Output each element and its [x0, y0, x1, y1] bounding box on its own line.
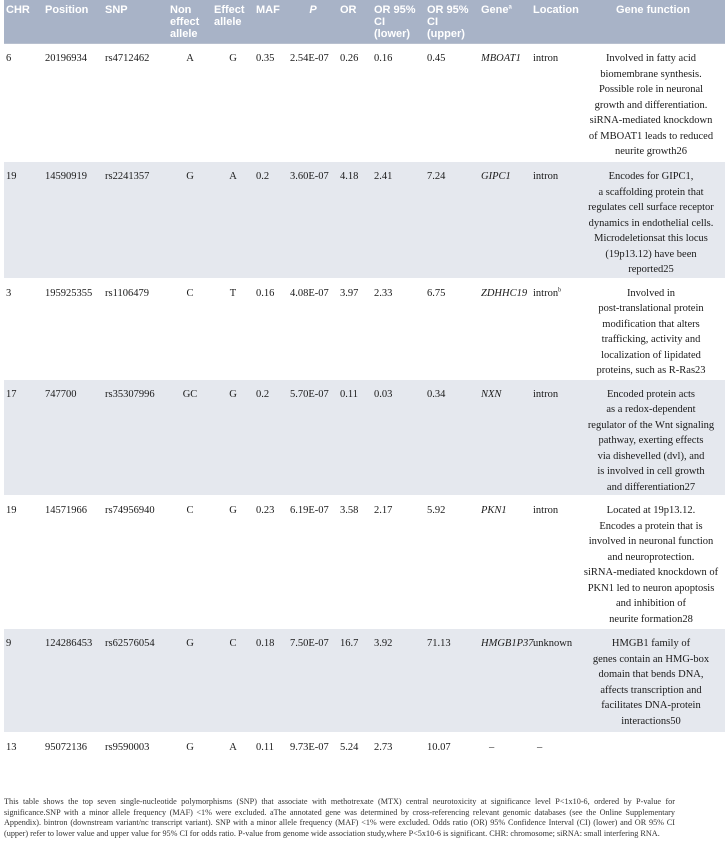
cell-non-effect-allele: G [168, 629, 212, 733]
gene-function-line: is involved in cell growth [597, 466, 705, 477]
cell-gene: PKN1 [479, 496, 531, 629]
gene-function-line: regulates cell surface receptor [588, 202, 714, 213]
cell-effect-allele: C [212, 629, 254, 733]
gene-function-line: neurite growth26 [614, 146, 688, 157]
cell-p: 6.19E-07 [288, 496, 338, 629]
gene-function-line: modification that alters [602, 318, 700, 330]
col-header-chr: CHR [6, 4, 30, 16]
cell-snp: rs2241357 [103, 162, 168, 279]
cell-p: 5.70E-07 [288, 379, 338, 496]
cell-non-effect-allele: G [168, 733, 212, 757]
gene-function-line: trafficking, activity and [601, 334, 701, 345]
cell-or-upper: 71.13 [425, 629, 479, 733]
cell-effect-allele: T [212, 278, 254, 379]
gene-function-line: of MBOAT1 leads to reduced [588, 130, 714, 142]
cell-maf: 0.2 [254, 162, 288, 279]
cell-position: 124286453 [43, 629, 103, 733]
snp-table [4, 0, 725, 757]
cell-location: intron [531, 379, 581, 496]
gene-function-line: a scaffolding protein that [598, 186, 704, 198]
gene-function-line: siRNA-mediated knockdown [589, 115, 713, 126]
cell-position: 195925355 [43, 278, 103, 379]
cell-chr: 9 [4, 629, 43, 733]
cell-or-lower: 0.03 [372, 379, 425, 496]
cell-or-lower: 2.41 [372, 162, 425, 279]
cell-gene: ZDHHC19 [479, 278, 531, 379]
cell-chr: 19 [4, 496, 43, 629]
cell-maf: 0.23 [254, 496, 288, 629]
gene-function-line: biomembrane synthesis. [600, 68, 702, 80]
cell-or: 0.11 [338, 379, 372, 496]
gene-function-line: PKN1 led to neuron apoptosis [587, 582, 715, 594]
table-row [4, 733, 725, 757]
cell-or: 5.24 [338, 733, 372, 757]
cell-or: 4.18 [338, 162, 372, 279]
gene-function-line: interactions50 [621, 715, 681, 727]
cell-chr: 13 [4, 733, 43, 757]
gene-function-line: localization of lipidated [601, 349, 701, 361]
cell-location: intron [531, 496, 581, 629]
cell-chr: 19 [4, 162, 43, 279]
cell-or: 3.97 [338, 278, 372, 379]
cell-or-upper: 0.45 [425, 44, 479, 162]
cell-gene-function [581, 162, 725, 279]
gene-function-line: genes contain an HMG-box [592, 653, 710, 665]
gene-function-line: proteins, such as R-Ras23 [596, 365, 706, 376]
cell-effect-allele: G [212, 44, 254, 162]
cell-position: 20196934 [43, 44, 103, 162]
cell-position: 14590919 [43, 162, 103, 279]
table-row [4, 629, 725, 733]
cell-gene: NXN [479, 379, 531, 496]
cell-location: intron [531, 44, 581, 162]
header-row [4, 0, 725, 44]
gene-function-line: involved in neuronal function [588, 536, 714, 547]
cell-gene: GIPC1 [479, 162, 531, 279]
cell-position: 14571966 [43, 496, 103, 629]
col-header-maf: MAF [256, 4, 280, 16]
table-row [4, 278, 725, 379]
gene-function-line: Encoded protein acts [606, 388, 696, 400]
gene-function-line: (19p13.12) have been [605, 248, 697, 260]
gene-function-line: and differentiation27 [606, 481, 696, 493]
col-header-p: P [309, 4, 317, 16]
gene-function-line: Involved in fatty acid [605, 53, 697, 64]
cell-gene-function [581, 278, 725, 379]
cell-or-upper: 6.75 [425, 278, 479, 379]
gene-function-line: dynamics in endothelial cells. [588, 217, 714, 229]
cell-non-effect-allele: GC [168, 379, 212, 496]
cell-maf: 0.2 [254, 379, 288, 496]
cell-location: – [531, 733, 581, 757]
cell-chr: 3 [4, 278, 43, 379]
col-header-location: Location [533, 4, 579, 16]
table-row [4, 44, 725, 162]
gene-function-line: domain that bends DNA, [598, 669, 704, 680]
col-header-gene-function: Gene function [616, 4, 690, 16]
cell-p: 4.08E-07 [288, 278, 338, 379]
cell-or-lower: 2.33 [372, 278, 425, 379]
gene-function-line: as a redox-dependent [606, 404, 696, 415]
cell-gene-function [581, 733, 725, 757]
cell-p: 2.54E-07 [288, 44, 338, 162]
cell-snp: rs9590003 [103, 733, 168, 757]
cell-non-effect-allele: C [168, 496, 212, 629]
gene-function-line: growth and differentiation. [594, 99, 708, 111]
gene-function-line: neurite formation28 [609, 613, 693, 625]
col-header-position: Position [45, 4, 89, 16]
cell-gene: – [479, 733, 531, 757]
gene-function-line: Involved in [626, 287, 676, 299]
cell-chr: 17 [4, 379, 43, 496]
gene-function-line: reported25 [628, 264, 674, 275]
gene-function-line: Possible role in neuronal [598, 84, 704, 95]
cell-gene: MBOAT1 [479, 44, 531, 162]
cell-maf: 0.16 [254, 278, 288, 379]
table-row [4, 496, 725, 629]
cell-or-upper: 7.24 [425, 162, 479, 279]
cell-or-upper: 0.34 [425, 379, 479, 496]
gene-function-line: Encodes for GIPC1, [608, 171, 694, 182]
gene-function-line: Microdeletionsat this locus [594, 233, 708, 244]
gene-function-line: HMGB1 family of [611, 638, 691, 649]
col-header-or-upper: OR 95% CI (upper) [427, 4, 469, 40]
col-header-or-lower: OR 95% CI (lower) [374, 4, 416, 40]
table-row [4, 162, 725, 279]
cell-snp: rs4712462 [103, 44, 168, 162]
cell-non-effect-allele: G [168, 162, 212, 279]
gene-function-line: facilitates DNA-protein [601, 700, 701, 711]
cell-gene-function [581, 629, 725, 733]
gene-function-line: affects transcription and [600, 684, 702, 696]
cell-maf: 0.18 [254, 629, 288, 733]
gene-function-line: Encodes a protein that is [599, 520, 703, 532]
cell-chr: 6 [4, 44, 43, 162]
cell-location: unknown [531, 629, 581, 733]
gene-function-line: and neuroprotection. [607, 551, 695, 563]
cell-p: 3.60E-07 [288, 162, 338, 279]
gene-function-line: via dishevelled (dvl), and [597, 450, 705, 462]
cell-or-lower: 3.92 [372, 629, 425, 733]
cell-effect-allele: G [212, 379, 254, 496]
gene-function-line: siRNA-mediated knockdown of [583, 567, 719, 578]
cell-or-upper: 5.92 [425, 496, 479, 629]
cell-gene-function [581, 496, 725, 629]
cell-maf: 0.35 [254, 44, 288, 162]
col-header-snp: SNP [105, 4, 128, 16]
cell-effect-allele: A [212, 162, 254, 279]
gene-function-line: regulator of the Wnt signaling [587, 419, 715, 431]
cell-p: 9.73E-07 [288, 733, 338, 757]
cell-effect-allele: G [212, 496, 254, 629]
cell-or-lower: 2.73 [372, 733, 425, 757]
cell-non-effect-allele: A [168, 44, 212, 162]
cell-position: 747700 [43, 379, 103, 496]
cell-gene-function [581, 379, 725, 496]
col-header-non-effect-allele: Non effect allele [170, 4, 200, 40]
col-header-gene: Gene$^a$ [481, 4, 512, 16]
cell-maf: 0.11 [254, 733, 288, 757]
gene-function-line: pathway, exerting effects [598, 435, 704, 446]
cell-or: 0.26 [338, 44, 372, 162]
cell-or-lower: 0.16 [372, 44, 425, 162]
table-row [4, 379, 725, 496]
col-header-effect-allele: Effect allele [214, 4, 245, 28]
cell-or-upper: 10.07 [425, 733, 479, 757]
gene-function-line: Located at 19p13.12. [606, 505, 696, 516]
cell-p: 7.50E-07 [288, 629, 338, 733]
cell-snp: rs62576054 [103, 629, 168, 733]
cell-snp: rs35307996 [103, 379, 168, 496]
cell-or: 16.7 [338, 629, 372, 733]
cell-effect-allele: A [212, 733, 254, 757]
cell-or: 3.58 [338, 496, 372, 629]
cell-snp: rs1106479 [103, 278, 168, 379]
cell-or-lower: 2.17 [372, 496, 425, 629]
cell-position: 95072136 [43, 733, 103, 757]
col-header-or: OR [340, 4, 357, 16]
cell-gene-function [581, 44, 725, 162]
cell-snp: rs74956940 [103, 496, 168, 629]
cell-gene: HMGB1P37 [479, 629, 531, 733]
gene-function-line: post-translational protein [598, 303, 704, 314]
cell-non-effect-allele: C [168, 278, 212, 379]
cell-location: intron [531, 162, 581, 279]
cell-location: intron$^b$ [531, 278, 581, 379]
table-footnote: This table shows the top seven single-nucleotide polymorphisms (SNP) that associate with methotrexate (MTX) central neurotoxicity at significance level P<1x10-6, ordered by P-value for significance.SNP with a minor allele frequency (MAF) <1% were excluded. aThe annotated gene was determined by cross-referencing relevant genomic databases (see the Online Supplementary Appendix). bintron (downstream variant/nc transcript variant). SNP with a minor allele frequency (MAF) <1% were excluded. Odds ratio (OR) 95% Confidence Interval (CI) (lower) and OR 95% CI (upper) refer to lower value and upper value for 95% CI for odds ratio. P-value from genome wide association study,where P<5x10-6 is significant. CHR: chromosome; siRNA: small interfering RNA. [4, 797, 675, 838]
gene-function-line: and inhibition of [616, 598, 686, 609]
